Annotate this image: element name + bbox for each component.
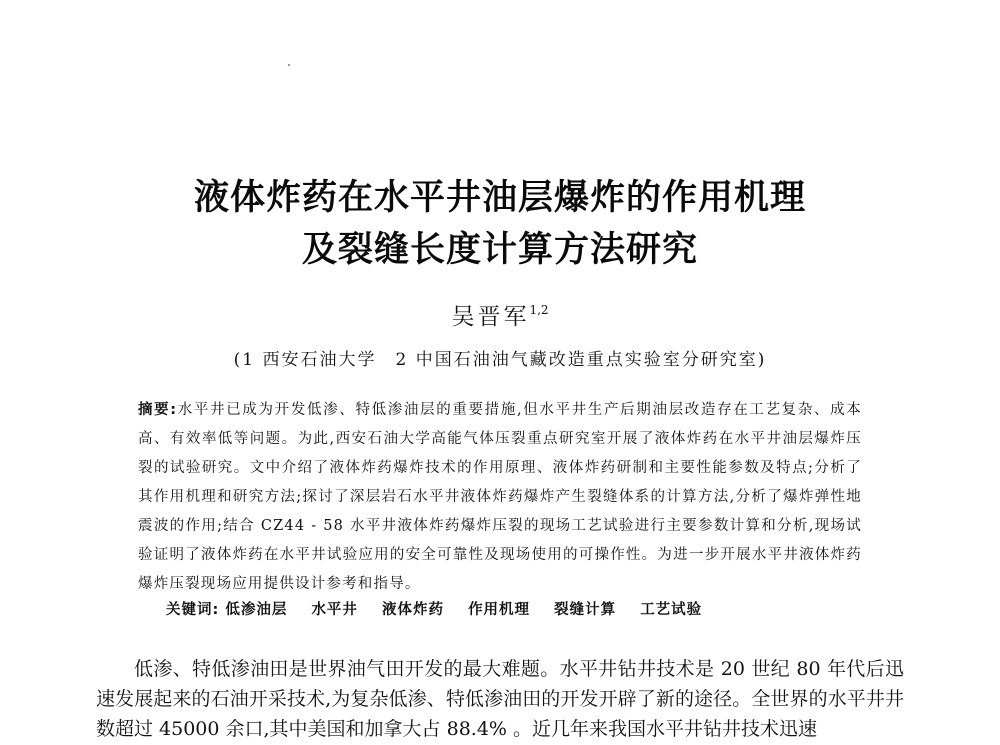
abstract: [138, 396, 862, 599]
keyword-item: 工艺试验: [640, 602, 703, 618]
title-line-1: 液体炸药在水平井油层爆炸的作用机理: [193, 178, 806, 218]
abstract-text: 水平井已成为开发低渗、特低渗油层的重要措施,但水平井生产后期油层改造存在工艺复杂、成本高、有效率低等问题。为此,西安石油大学高能气体压裂重点研究室开展了液体炸药在水平井油层爆炸压裂的试验研究。文中介绍了液体炸药爆炸技术的作用原理、液体炸药研制和主要性能参数及特点;分析了其作用机理和研究方法;探讨了深层岩石水平井液体炸药爆炸产生裂缝体系的计算方法,分析了爆炸弹性地震波的作用;结合 CZ44 - 58 水平井液体炸药爆炸压裂的现场工艺试验进行主要参数计算和分析,现场试验证明了液体炸药在水平井试验应用的安全可靠性及现场使用的可操作性。为进一步开展水平井液体炸药爆炸压裂现场应用提供设计参考和指导。: [138, 402, 862, 592]
affiliation-line: (1 西安石油大学 2 中国石油油气藏改造重点实验室分研究室): [233, 350, 767, 370]
keyword-item: 裂缝计算: [554, 602, 617, 618]
keyword-item: 液体炸药: [382, 602, 444, 618]
keyword-item: 低渗油层: [225, 602, 288, 618]
author-name: 吴晋军: [451, 304, 530, 330]
title-line-2: 及裂缝长度计算方法研究: [301, 230, 698, 270]
author-affiliation-marks: 1,2: [529, 303, 549, 317]
paper-title: [0, 172, 1000, 276]
keyword-item: 作用机理: [468, 602, 531, 618]
author-line: [0, 298, 1000, 331]
keyword-item: 水平井: [311, 602, 358, 618]
body-paragraph: 低渗、特低渗油田是世界油气田开发的最大难题。水平井钻井技术是 20 世纪 80 年代后迅速发展起来的石油开采技术,为复杂低渗、特低渗油田的开发开辟了新的途径。全世界的水平井井数超过 45000 余口,其中美国和加拿大占 88.4% 。近几年来我国水平井钻井技术迅速: [96, 658, 904, 740]
abstract-label: 摘要:: [138, 402, 178, 418]
keywords-label: 关键词:: [166, 602, 220, 618]
scan-speck: [288, 64, 290, 66]
keywords: [166, 598, 866, 619]
